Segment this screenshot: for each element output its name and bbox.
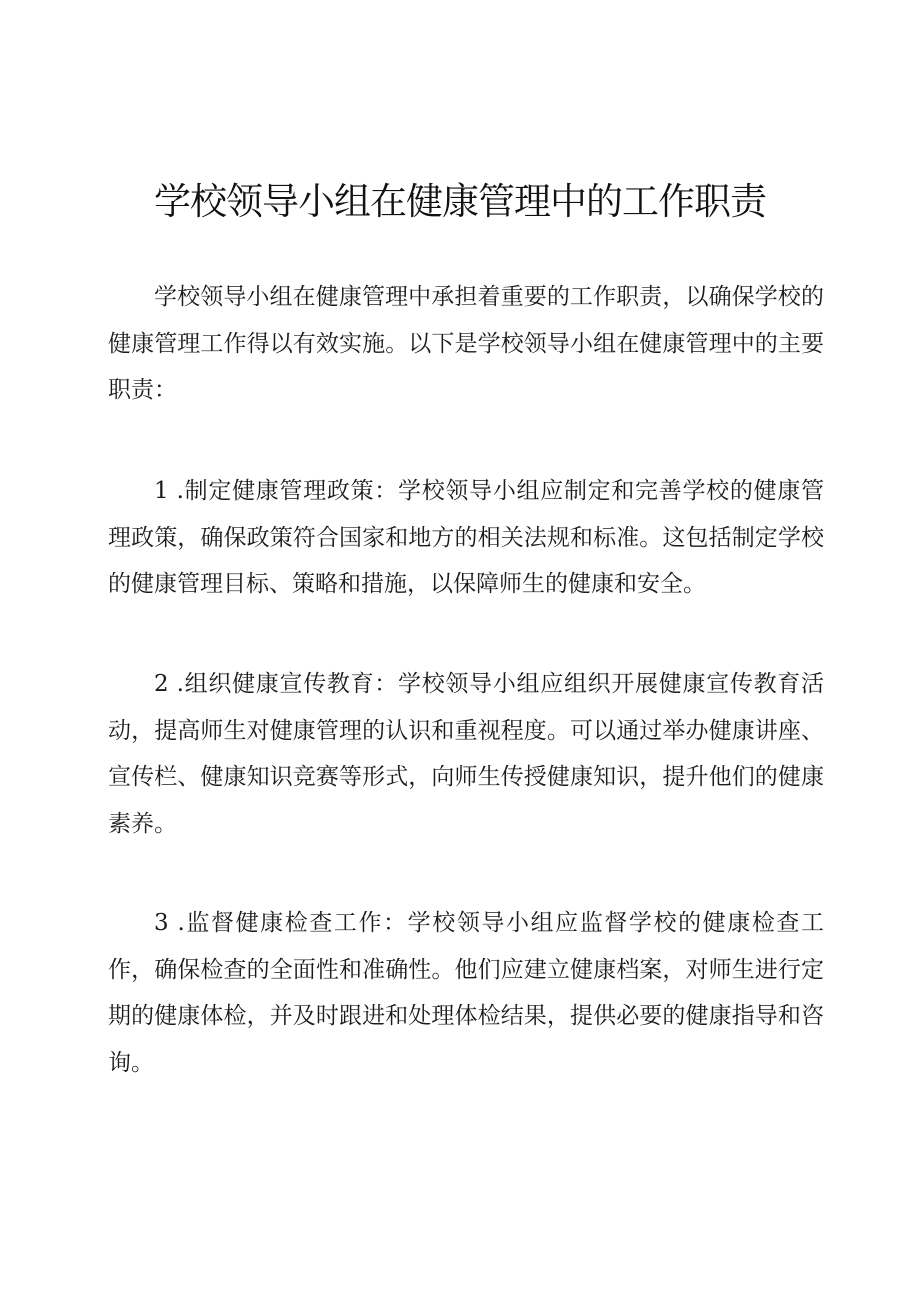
duty-paragraph-2: 2 .组织健康宣传教育：学校领导小组应组织开展健康宣传教育活动，提高师生对健康管理的认识和重视程度。可以通过举办健康讲座、宣传栏、健康知识竞赛等形式，向师生传授健康知识，提升他们的健康素养。	[108, 671, 824, 837]
duty-paragraph-3: 3 .监督健康检查工作：学校领导小组应监督学校的健康检查工作，确保检查的全面性和准确性。他们应建立健康档案，对师生进行定期的健康体检，并及时跟进和处理体检结果，提供必要的健康指导和咨询。	[108, 910, 824, 1076]
document-title: 学校领导小组在健康管理中的工作职责	[154, 180, 766, 223]
intro-paragraph: 学校领导小组在健康管理中承担着重要的工作职责，以确保学校的健康管理工作得以有效实施。以下是学校领导小组在健康管理中的主要职责：	[108, 284, 824, 403]
duty-paragraph-1: 1 .制定健康管理政策：学校领导小组应制定和完善学校的健康管理政策，确保政策符合国家和地方的相关法规和标准。这包括制定学校的健康管理目标、策略和措施，以保障师生的健康和安全。	[108, 478, 824, 597]
